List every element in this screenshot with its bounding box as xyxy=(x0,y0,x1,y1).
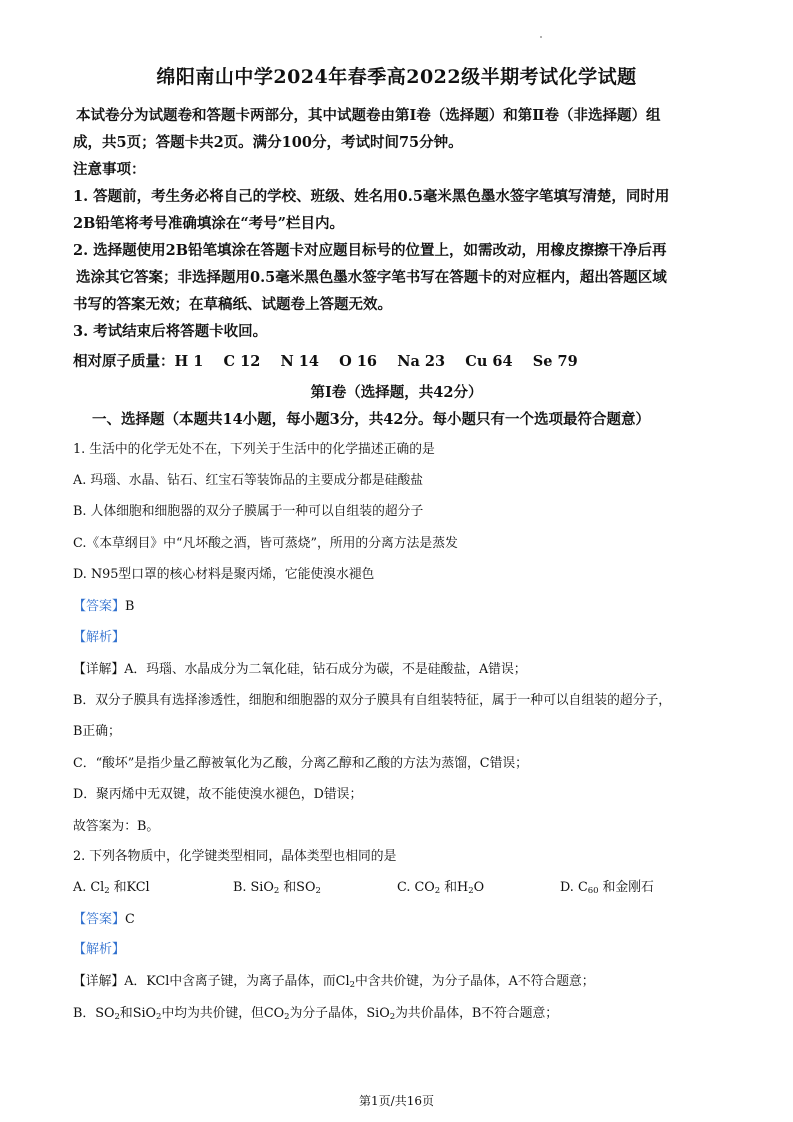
q1-detail-6: 故答案为：B。 xyxy=(73,819,160,834)
q1-option-d: D. N95型口罩的核心材料是聚丙烯，它能使溴水褪色 xyxy=(73,567,375,582)
q1-option-a: A. 玛瑙、水晶、钻石、红宝石等装饰品的主要成分都是硅酸盐 xyxy=(73,473,424,488)
notice-1a: 1. 答题前，考生务必将自己的学校、班级、姓名用0.5毫米黑色墨水签字笔填写清楚，同时用 xyxy=(73,188,670,205)
q1-detail-2: B．双分子膜具有选择渗透性，细胞和细胞器的双分子膜具有自组装特征，属于一种可以自组装的超分子， xyxy=(73,693,672,708)
q2-detail-1: 【详解】A．KCl中含离子键，为离子晶体，而$Cl_2$中含共价键，为分子晶体，A不符合题意； xyxy=(73,974,595,990)
q1-detail-1: 【详解】A．玛瑙、水晶成分为二氧化硅，钻石成分为碳，不是硅酸盐，A错误； xyxy=(73,662,527,677)
notice-2b: 选涂其它答案；非选择题用0.5毫米黑色墨水签字笔书写在答题卡的对应框内，超出答题区域 xyxy=(76,269,667,286)
q2-stem: 2. 下列各物质中，化学键类型相同，晶体类型也相同的是 xyxy=(73,849,397,864)
page-title: 绵阳南山中学2024年春季高2022级半期考试化学试题 xyxy=(156,66,637,88)
q2-option-c: C. $CO_2$ 和$H_2O$ xyxy=(397,880,485,896)
intro-line-2: 成，共5页；答题卡共2页。满分100分，考试时间75分钟。 xyxy=(73,134,463,151)
answer-value: C xyxy=(125,912,135,927)
notice-2c: 书写的答案无效；在草稿纸、试题卷上答题无效。 xyxy=(73,296,392,313)
q1-option-b: B. 人体细胞和细胞器的双分子膜属于一种可以自组装的超分子 xyxy=(73,504,424,519)
q1-analysis-tag: 【解析】 xyxy=(73,630,126,645)
atomic-mass: 相对原子质量：H 1 C 12 N 14 O 16 Na 23 Cu 64 Se 79 xyxy=(73,353,578,370)
q2-option-a: A. $Cl_2$ 和KCl xyxy=(73,880,150,896)
intro-line-1: 本试卷分为试题卷和答题卡两部分，其中试题卷由第Ⅰ卷（选择题）和第Ⅱ卷（非选择题）组 xyxy=(76,107,661,124)
part-one-heading: 第Ⅰ卷（选择题，共42分） xyxy=(310,384,483,401)
notice-3: 3. 考试结束后将答题卡收回。 xyxy=(73,323,268,340)
notice-title: 注意事项： xyxy=(73,161,146,178)
notice-2a: 2. 选择题使用2B铅笔填涂在答题卡对应题目标号的位置上，如需改动，用橡皮擦擦干净后再 xyxy=(73,242,667,259)
q1-stem: 1. 生活中的化学无处不在，下列关于生活中的化学描述正确的是 xyxy=(73,442,435,457)
q1-option-c: C.《本草纲目》中“凡坏酸之酒，皆可蒸烧”，所用的分离方法是蒸发 xyxy=(73,536,458,551)
q2-option-b: B. SiO$_2$ 和$SO_2$ xyxy=(233,880,321,896)
q1-answer xyxy=(73,595,728,614)
answer-tag: 【答案】 xyxy=(73,599,126,614)
q2-answer xyxy=(73,908,728,927)
section-heading: 一、选择题（本题共14小题，每小题3分，共42分。每小题只有一个选项最符合题意） xyxy=(92,411,650,428)
q2-detail-2: B．$SO_2$和SiO$_2$中均为共价键，但$CO_2$为分子晶体，SiO$_2$为共价晶体，B不符合题意； xyxy=(73,1006,559,1022)
q1-detail-3: B正确； xyxy=(73,724,121,739)
q1-detail-4: C．“酸坏”是指少量乙醇被氧化为乙酸，分离乙醇和乙酸的方法为蒸馏，C错误； xyxy=(73,756,528,771)
answer-value: B xyxy=(125,599,135,614)
q2-analysis-tag: 【解析】 xyxy=(73,942,126,957)
page-number: 第1页/共16页 xyxy=(359,1094,434,1108)
q2-option-d: D. $C_{60}$ 和金刚石 xyxy=(560,880,654,896)
answer-tag: 【答案】 xyxy=(73,912,126,927)
q1-detail-5: D．聚丙烯中无双键，故不能使溴水褪色，D错误； xyxy=(73,787,363,802)
scan-dot xyxy=(540,36,542,38)
notice-1b: 2B铅笔将考号准确填涂在“考号”栏目内。 xyxy=(73,215,345,232)
